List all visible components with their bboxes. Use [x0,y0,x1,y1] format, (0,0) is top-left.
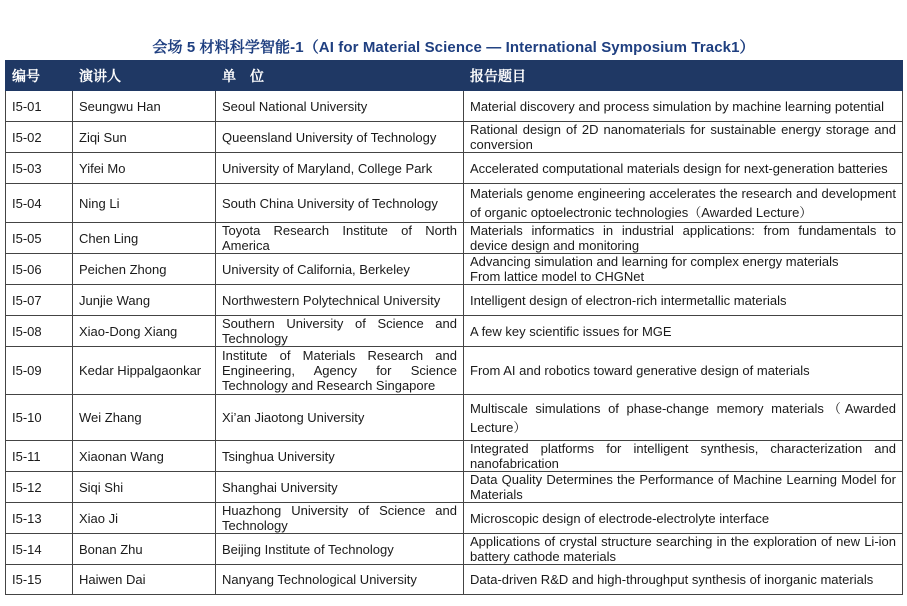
cell-affiliation: Institute of Materials Research and Engineering, Agency for Science Technology and Research Singapore [216,347,464,395]
cell-id: I5-01 [6,91,73,122]
cell-affiliation: Xi’an Jiaotong University [216,395,464,441]
cell-speaker: Junjie Wang [73,285,216,316]
cell-topic [464,254,903,285]
cell-id: I5-07 [6,285,73,316]
cell-id: I5-09 [6,347,73,395]
cell-speaker: Peichen Zhong [73,254,216,285]
cell-speaker: Bonan Zhu [73,534,216,565]
table-row [6,441,903,472]
cell-speaker: Seungwu Han [73,91,216,122]
cell-speaker: Xiao-Dong Xiang [73,316,216,347]
cell-affiliation: Northwestern Polytechnical University [216,285,464,316]
cell-speaker: Ziqi Sun [73,122,216,153]
cell-id: I5-11 [6,441,73,472]
cell-affiliation: Shanghai University [216,472,464,503]
cell-speaker: Yifei Mo [73,153,216,184]
cell-affiliation: Beijing Institute of Technology [216,534,464,565]
cell-affiliation: Southern University of Science and Technology [216,316,464,347]
cell-topic-line: Advancing simulation and learning for complex energy materials [470,254,839,269]
table-row [6,223,903,254]
cell-topic: Material discovery and process simulation by machine learning potential [464,91,903,122]
cell-affiliation: University of Maryland, College Park [216,153,464,184]
table-row [6,347,903,395]
cell-id: I5-08 [6,316,73,347]
cell-id: I5-12 [6,472,73,503]
cell-topic: Data-driven R&D and high-throughput synthesis of inorganic materials [464,565,903,595]
cell-id: I5-03 [6,153,73,184]
table-row [6,91,903,122]
cell-speaker: Xiao Ji [73,503,216,534]
cell-affiliation: Seoul National University [216,91,464,122]
schedule-table [5,60,903,595]
cell-affiliation: Toyota Research Institute of North America [216,223,464,254]
cell-id: I5-14 [6,534,73,565]
cell-topic: A few key scientific issues for MGE [464,316,903,347]
cell-id: I5-02 [6,122,73,153]
cell-speaker: Xiaonan Wang [73,441,216,472]
cell-speaker: Siqi Shi [73,472,216,503]
cell-id: I5-10 [6,395,73,441]
cell-id: I5-04 [6,184,73,223]
cell-id: I5-13 [6,503,73,534]
cell-affiliation: Huazhong University of Science and Technology [216,503,464,534]
cell-affiliation: Tsinghua University [216,441,464,472]
table-row [6,316,903,347]
cell-affiliation: Nanyang Technological University [216,565,464,595]
table-row [6,254,903,285]
header-id: 编号 [6,61,73,91]
table-row [6,472,903,503]
cell-topic: Applications of crystal structure searching in the exploration of new Li-ion battery cathode materials [464,534,903,565]
table-row [6,395,903,441]
cell-topic-line: From lattice model to CHGNet [470,269,645,284]
cell-affiliation: South China University of Technology [216,184,464,223]
cell-topic: From AI and robotics toward generative design of materials [464,347,903,395]
table-row [6,153,903,184]
cell-affiliation: University of California, Berkeley [216,254,464,285]
cell-id: I5-05 [6,223,73,254]
cell-speaker: Chen Ling [73,223,216,254]
cell-id: I5-15 [6,565,73,595]
cell-topic: Intelligent design of electron-rich intermetallic materials [464,285,903,316]
table-row [6,503,903,534]
cell-topic: Integrated platforms for intelligent synthesis, characterization and nanofabrication [464,441,903,472]
header-affiliation: 单 位 [216,61,464,91]
table-row [6,565,903,595]
cell-speaker: Kedar Hippalgaonkar [73,347,216,395]
table-row [6,285,903,316]
cell-id: I5-06 [6,254,73,285]
table-header-row [6,61,903,91]
table-row [6,122,903,153]
cell-speaker: Wei Zhang [73,395,216,441]
cell-topic: Rational design of 2D nanomaterials for sustainable energy storage and conversion [464,122,903,153]
cell-speaker: Haiwen Dai [73,565,216,595]
table-row [6,184,903,223]
cell-topic: Accelerated computational materials design for next-generation batteries [464,153,903,184]
table-row [6,534,903,565]
cell-topic: Microscopic design of electrode-electrolyte interface [464,503,903,534]
header-topic: 报告题目 [464,61,903,91]
cell-affiliation: Queensland University of Technology [216,122,464,153]
cell-topic: Data Quality Determines the Performance of Machine Learning Model for Materials [464,472,903,503]
page-title: 会场 5 材料科学智能-1（AI for Material Science — International Symposium Track1） [152,39,755,56]
cell-topic: Materials informatics in industrial applications: from fundamentals to device design and monitoring [464,223,903,254]
cell-topic: Materials genome engineering accelerates the research and development of organic optoelectronic technologies（Awarded Lecture） [464,184,903,223]
cell-topic: Multiscale simulations of phase-change memory materials（Awarded Lecture） [464,395,903,441]
header-speaker: 演讲人 [73,61,216,91]
cell-speaker: Ning Li [73,184,216,223]
